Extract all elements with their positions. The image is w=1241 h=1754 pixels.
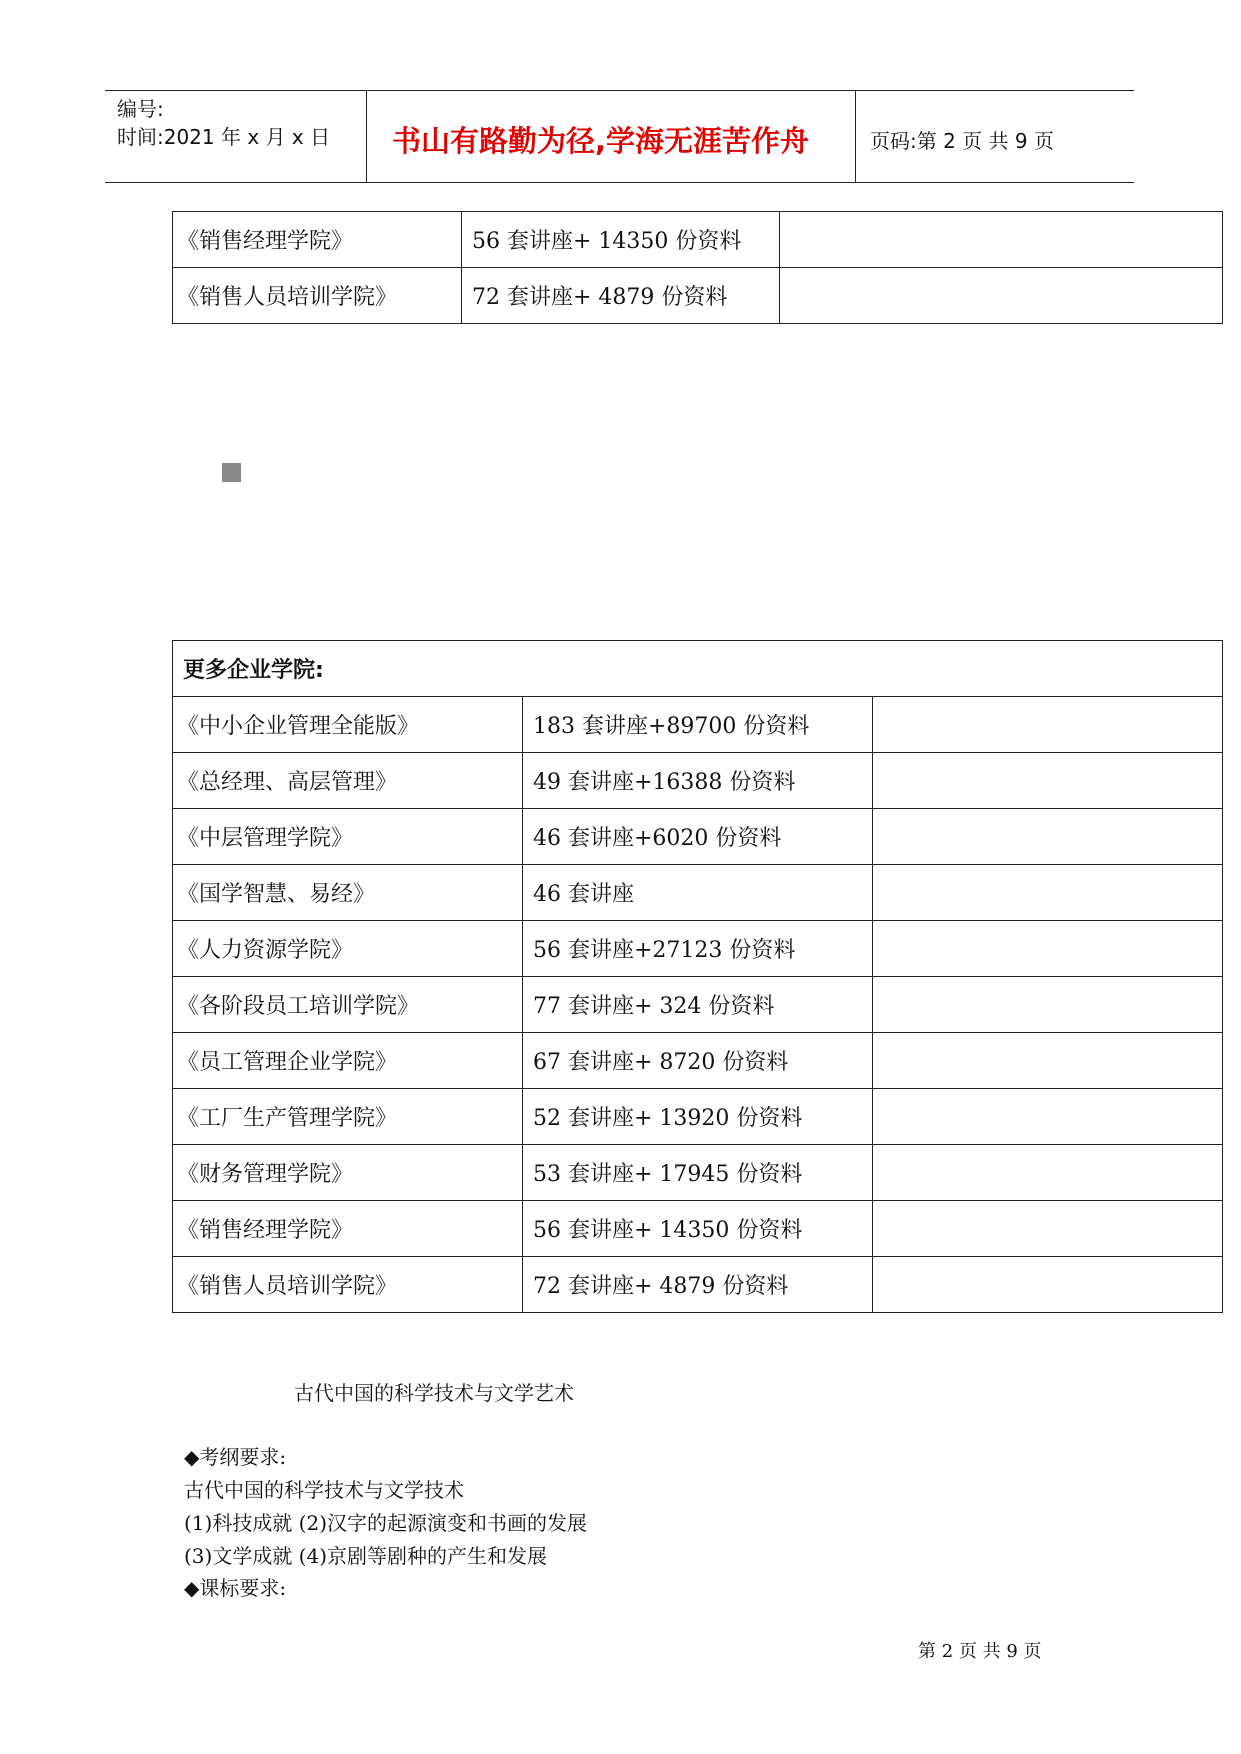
bullet-marker [222, 463, 241, 482]
academy-content-cell: 53 套讲座+ 17945 份资料 [523, 1145, 873, 1201]
academy-name-cell: 《销售人员培训学院》 [173, 1257, 523, 1313]
academy-content-cell: 77 套讲座+ 324 份资料 [523, 977, 873, 1033]
academy-content-cell: 56 套讲座+ 14350 份资料 [523, 1201, 873, 1257]
table-heading: 更多企业学院: [173, 641, 1223, 697]
academy-extra-cell [873, 1033, 1223, 1089]
academy-extra-cell [873, 1257, 1223, 1313]
article-line: ◆考纲要求: [184, 1445, 287, 1469]
table-row [173, 1033, 1223, 1089]
academy-content-cell: 67 套讲座+ 8720 份资料 [523, 1033, 873, 1089]
article-line: (1)科技成就 (2)汉字的起源演变和书画的发展 [184, 1511, 588, 1535]
academy-extra-cell [873, 1089, 1223, 1145]
table-row [173, 1257, 1223, 1313]
table-row [173, 1201, 1223, 1257]
academy-extra-cell [780, 212, 1223, 268]
header-motto: 书山有路勤为径,学海无涯苦作舟 [392, 124, 810, 158]
academy-name-cell: 《各阶段员工培训学院》 [173, 977, 523, 1033]
page-number-label: 页码:第 2 页 共 9 页 [870, 129, 1054, 153]
table-row [173, 753, 1223, 809]
academy-extra-cell [873, 753, 1223, 809]
academy-name-cell: 《国学智慧、易经》 [173, 865, 523, 921]
academy-extra-cell [873, 977, 1223, 1033]
table-row [173, 865, 1223, 921]
header-divider [855, 90, 856, 182]
academy-content-cell: 49 套讲座+16388 份资料 [523, 753, 873, 809]
academy-content-cell: 72 套讲座+ 4879 份资料 [462, 268, 780, 324]
article-line: (3)文学成就 (4)京剧等剧种的产生和发展 [184, 1544, 548, 1568]
article-line: ◆课标要求: [184, 1576, 287, 1600]
academy-extra-cell [780, 268, 1223, 324]
academy-extra-cell [873, 1201, 1223, 1257]
academy-content-cell: 56 套讲座+27123 份资料 [523, 921, 873, 977]
academy-name-cell: 《总经理、高层管理》 [173, 753, 523, 809]
academy-name-cell: 《人力资源学院》 [173, 921, 523, 977]
academy-content-cell: 183 套讲座+89700 份资料 [523, 697, 873, 753]
header-bottom-rule [105, 182, 1134, 183]
academy-extra-cell [873, 697, 1223, 753]
academy-extra-cell [873, 1145, 1223, 1201]
academy-name-cell: 《工厂生产管理学院》 [173, 1089, 523, 1145]
article-title: 古代中国的科学技术与文学艺术 [294, 1381, 574, 1405]
academy-extra-cell [873, 865, 1223, 921]
table-row [173, 212, 1223, 268]
article-line: 古代中国的科学技术与文学技术 [184, 1478, 464, 1502]
academy-name-cell: 《销售人员培训学院》 [173, 268, 462, 324]
academy-name-cell: 《财务管理学院》 [173, 1145, 523, 1201]
header-divider [366, 90, 367, 182]
academy-content-cell: 46 套讲座+6020 份资料 [523, 809, 873, 865]
page-footer: 第 2 页 共 9 页 [918, 1641, 1042, 1662]
academy-name-cell: 《员工管理企业学院》 [173, 1033, 523, 1089]
table-row [173, 921, 1223, 977]
table-row [173, 1145, 1223, 1201]
academy-name-cell: 《销售经理学院》 [173, 1201, 523, 1257]
table-row [173, 268, 1223, 324]
table-row [173, 1089, 1223, 1145]
academy-name-cell: 《中层管理学院》 [173, 809, 523, 865]
academy-extra-cell [873, 921, 1223, 977]
academy-name-cell: 《销售经理学院》 [173, 212, 462, 268]
document-time-label: 时间:2021 年 x 月 x 日 [117, 125, 331, 149]
academy-content-cell: 56 套讲座+ 14350 份资料 [462, 212, 780, 268]
table-row [173, 977, 1223, 1033]
table-row [173, 809, 1223, 865]
academy-content-cell: 72 套讲座+ 4879 份资料 [523, 1257, 873, 1313]
table-heading-row [173, 641, 1223, 697]
academy-name-cell: 《中小企业管理全能版》 [173, 697, 523, 753]
more-academies-table [172, 640, 1223, 1313]
header-top-rule [105, 90, 1134, 91]
academy-content-cell: 46 套讲座 [523, 865, 873, 921]
academy-content-cell: 52 套讲座+ 13920 份资料 [523, 1089, 873, 1145]
table-row [173, 697, 1223, 753]
academy-extra-cell [873, 809, 1223, 865]
document-number-label: 编号: [117, 97, 164, 121]
academy-table-continued [172, 211, 1223, 324]
